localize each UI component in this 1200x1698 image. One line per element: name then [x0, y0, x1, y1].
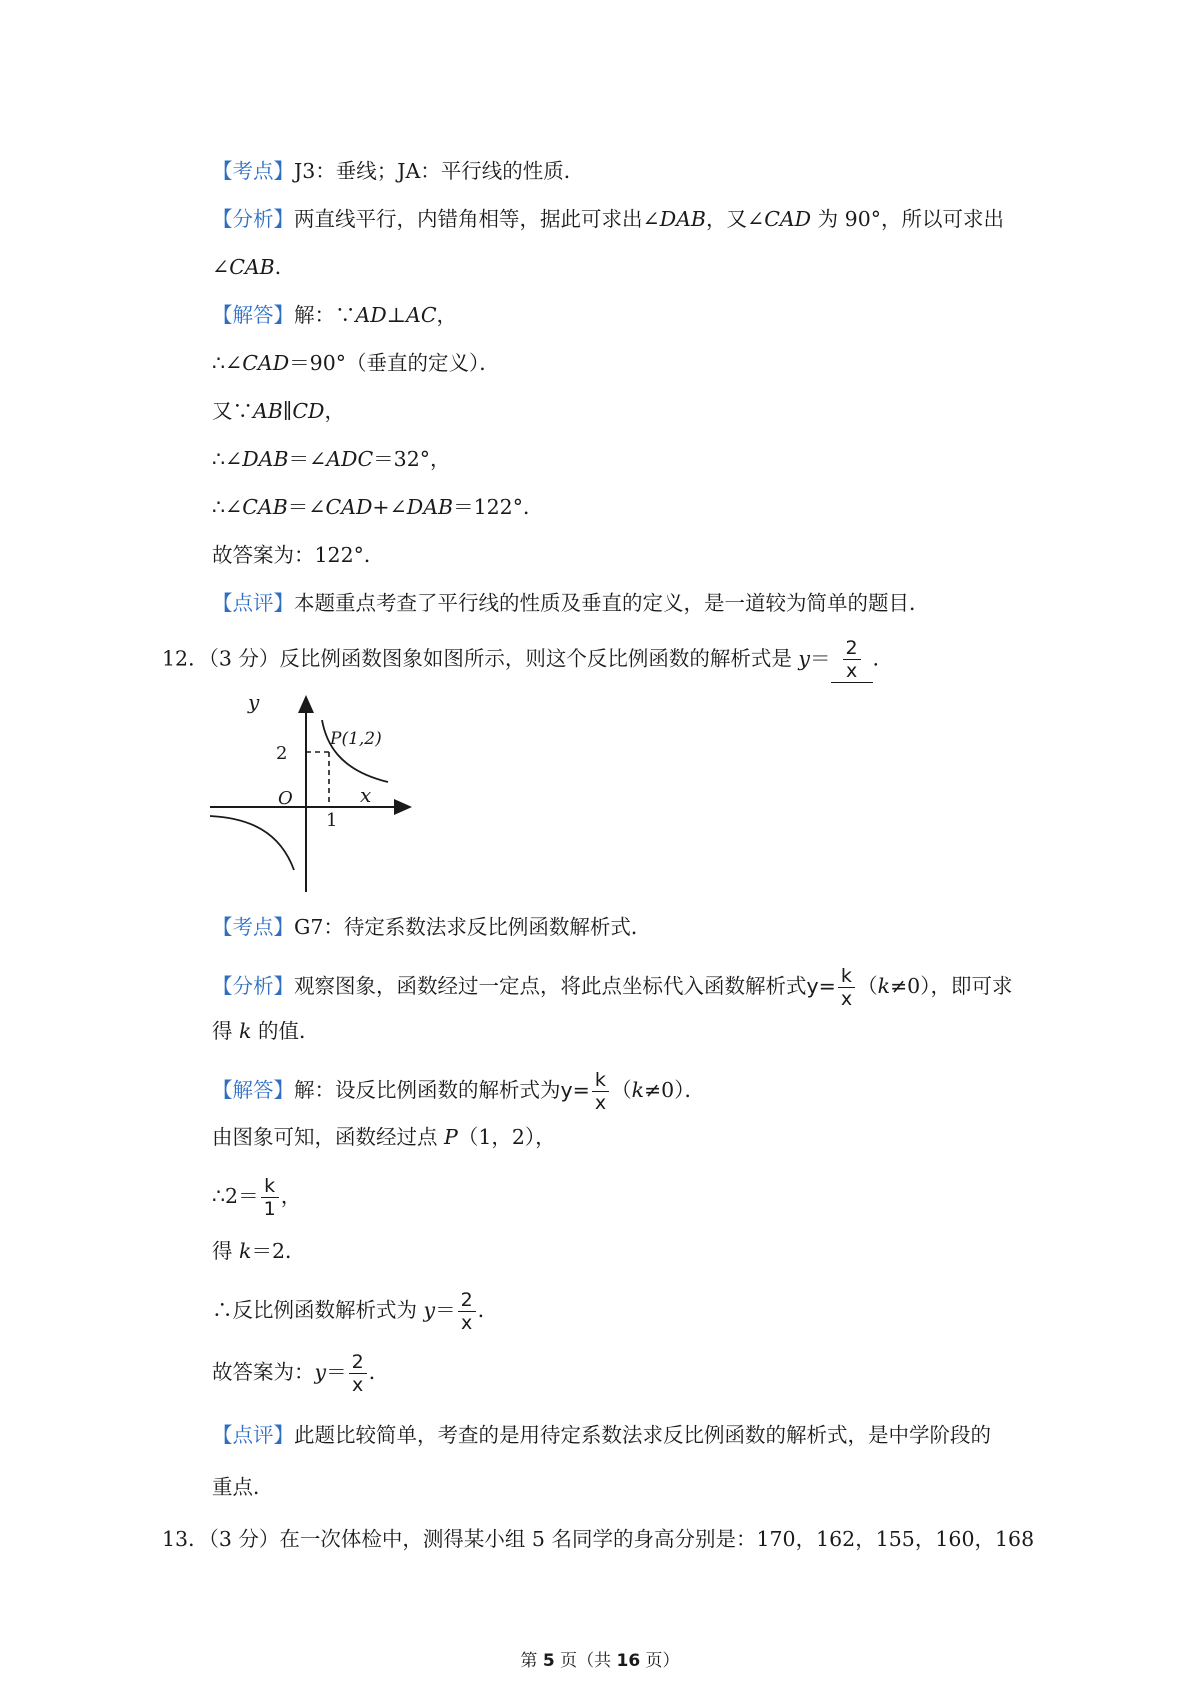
q12-step1: 由图象可知，函数经过点 P（1，2），: [212, 1125, 556, 1149]
tick-2-label: 2: [276, 743, 288, 764]
page-total: 16: [616, 1651, 641, 1671]
q12-dianping-line: 【点评】此题比较简单，考查的是用待定系数法求反比例函数的解析式，是中学阶段的: [212, 1423, 991, 1447]
dianping-tag: 【点评】: [212, 1423, 294, 1447]
origin-label: O: [278, 788, 293, 809]
q12-fenxi-line2: 得 k 的值．: [212, 1019, 320, 1043]
fenxi-tag: 【分析】: [212, 974, 294, 998]
q12-kaodian-line: [212, 913, 651, 941]
q12-dianping-line2: 重点．: [212, 1475, 274, 1499]
x-label: x: [360, 783, 372, 807]
q11-step1: ∴∠CAD＝90°（垂直的定义）．: [212, 351, 500, 375]
q11-step2: 又∵AB∥CD，: [212, 399, 345, 423]
q11-jieda-line: 【解答】解：∵AD⊥AC，: [212, 303, 458, 327]
point-label: P(1,2): [330, 729, 382, 749]
q11-step3: ∴∠DAB＝∠ADC＝32°，: [212, 447, 451, 471]
q11-fenxi-line: [212, 205, 1004, 233]
q11-dianping-line: [212, 589, 930, 617]
hyperbola-graph: [210, 692, 420, 892]
page-footer: 第 5 页（共 16 页）: [520, 1651, 680, 1671]
q12-step2: ∴2＝ $\frac{k}{1}$ ，: [212, 1175, 302, 1220]
kaodian-tag: 【考点】: [212, 159, 294, 183]
page-number: 5: [542, 1651, 555, 1671]
tick-1-label: 1: [326, 810, 338, 831]
q11-answer: 故答案为：122°．: [212, 543, 385, 567]
jieda-tag: 【解答】: [212, 303, 294, 327]
q11-fenxi-text: 两直线平行，内错角相等，据此可求出∠DAB，又∠CAD 为 90°，所以可求出: [294, 207, 1004, 231]
q13-stem: 13．（3 分）在一次体检中，测得某小组 5 名同学的身高分别是：170，162，155，160，168: [162, 1527, 1035, 1551]
q12-fenxi-line: 【分析】观察图象，函数经过一定点，将此点坐标代入函数解析式y= $\frac{k}{x}$ （k≠0），即可求: [212, 965, 1013, 1010]
q11-fenxi-line2: ∠CAB．: [212, 255, 296, 279]
curve-quadrant-3: [210, 816, 294, 870]
fenxi-tag: 【分析】: [212, 207, 294, 231]
q12-step3: 得 k＝2．: [212, 1239, 306, 1263]
q11-kaodian-line: [212, 157, 584, 185]
q12-stem: 12．（3 分）反比例函数图象如图所示，则这个反比例函数的解析式是 y＝ $\frac{2}{x}$ ．: [162, 637, 894, 682]
answer-blank: $\frac{2}{x}$: [831, 637, 873, 683]
q11-kaodian-text: J3：垂线；JA：平行线的性质．: [294, 159, 585, 183]
q12-kaodian-text: G7：待定系数法求反比例函数解析式．: [294, 915, 652, 939]
kaodian-tag: 【考点】: [212, 915, 294, 939]
q12-step4: ∴反比例函数解析式为 y＝ $\frac{2}{x}$ ．: [212, 1289, 499, 1334]
y-label: y: [248, 692, 260, 714]
dianping-tag: 【点评】: [212, 591, 294, 615]
q12-answer: 故答案为：y＝ $\frac{2}{x}$ ．: [212, 1351, 390, 1396]
jieda-tag: 【解答】: [212, 1078, 294, 1102]
q11-dianping-text: 本题重点考查了平行线的性质及垂直的定义，是一道较为简单的题目．: [294, 591, 930, 615]
q11-step4: ∴∠CAB＝∠CAD+∠DAB＝122°．: [212, 495, 544, 519]
q12-jieda-line: 【解答】解：设反比例函数的解析式为y= $\frac{k}{x}$ （k≠0）．: [212, 1069, 705, 1114]
